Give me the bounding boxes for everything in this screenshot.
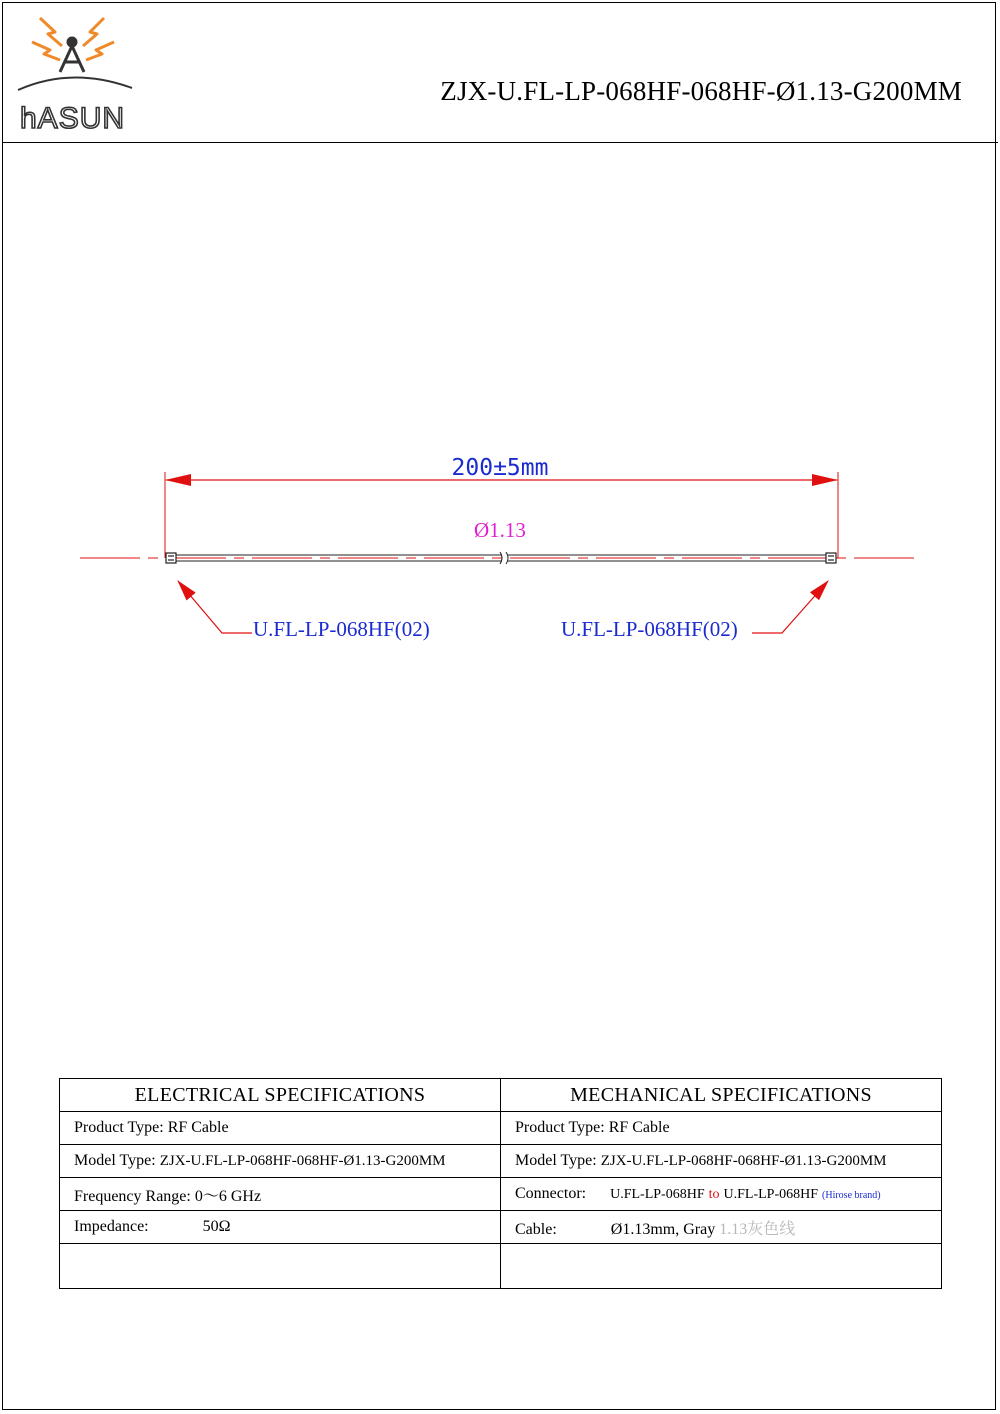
left-leader xyxy=(178,581,252,633)
cable-note: 1.13灰色线 xyxy=(719,1220,796,1238)
spec-header-row xyxy=(60,1079,942,1112)
connector-to: U.FL-LP-068HF xyxy=(723,1187,819,1202)
blank-cell-left xyxy=(60,1244,501,1289)
left-connector-label: U.FL-LP-068HF(02) xyxy=(253,617,430,641)
product-type-row xyxy=(60,1112,942,1145)
frequency-cell xyxy=(60,1178,501,1211)
document-title: ZJX-U.FL-LP-068HF-068HF-Ø1.13-G200MM xyxy=(440,76,962,106)
specifications-table xyxy=(59,1078,942,1289)
connector-to-word: to xyxy=(708,1187,720,1202)
diameter-label: Ø1.13 xyxy=(474,518,526,542)
connector-from: U.FL-LP-068HF xyxy=(610,1187,705,1202)
header-divider xyxy=(2,142,998,143)
electrical-model-label: Model Type: xyxy=(74,1152,156,1169)
logo-swoosh xyxy=(18,77,132,90)
model-type-row xyxy=(60,1145,942,1178)
hasun-logo xyxy=(10,10,140,135)
logo-wordmark: hASUN xyxy=(20,102,126,135)
connector-label: Connector: xyxy=(515,1185,587,1202)
connector-brand: (Hirose brand) xyxy=(822,1190,881,1201)
frequency-label: Frequency Range: xyxy=(74,1187,191,1205)
mechanical-product-type: Product Type: RF Cable xyxy=(501,1112,942,1145)
impedance-value: 50Ω xyxy=(202,1218,231,1235)
right-connector xyxy=(826,553,836,563)
blank-cell-right xyxy=(501,1244,942,1289)
length-dimension-label: 200±5mm xyxy=(451,455,549,481)
impedance-label: Impedance: xyxy=(74,1218,149,1235)
blank-row xyxy=(60,1244,942,1289)
frequency-connector-row xyxy=(60,1178,942,1211)
connector-cell xyxy=(501,1178,942,1211)
impedance-cell xyxy=(60,1211,501,1244)
cable-cell xyxy=(501,1211,942,1244)
electrical-model-value: ZJX-U.FL-LP-068HF-068HF-Ø1.13-G200MM xyxy=(159,1153,446,1169)
frequency-value: 0～6 GHz xyxy=(194,1187,262,1205)
cable-value: Ø1.13mm, Gray xyxy=(610,1220,716,1238)
electrical-model-cell xyxy=(60,1145,501,1178)
mechanical-model-label: Model Type: xyxy=(515,1152,597,1169)
antenna-tower-icon xyxy=(60,38,84,72)
cable-label: Cable: xyxy=(515,1220,557,1238)
mechanical-heading: MECHANICAL SPECIFICATIONS xyxy=(501,1079,942,1112)
impedance-cable-row xyxy=(60,1211,942,1244)
right-leader xyxy=(752,581,828,633)
right-connector-label: U.FL-LP-068HF(02) xyxy=(561,617,738,641)
mechanical-model-cell xyxy=(501,1145,942,1178)
electrical-heading: ELECTRICAL SPECIFICATIONS xyxy=(60,1079,501,1112)
mechanical-model-value: ZJX-U.FL-LP-068HF-068HF-Ø1.13-G200MM xyxy=(600,1153,887,1169)
electrical-product-type: Product Type: RF Cable xyxy=(60,1112,501,1145)
left-connector xyxy=(166,553,176,563)
